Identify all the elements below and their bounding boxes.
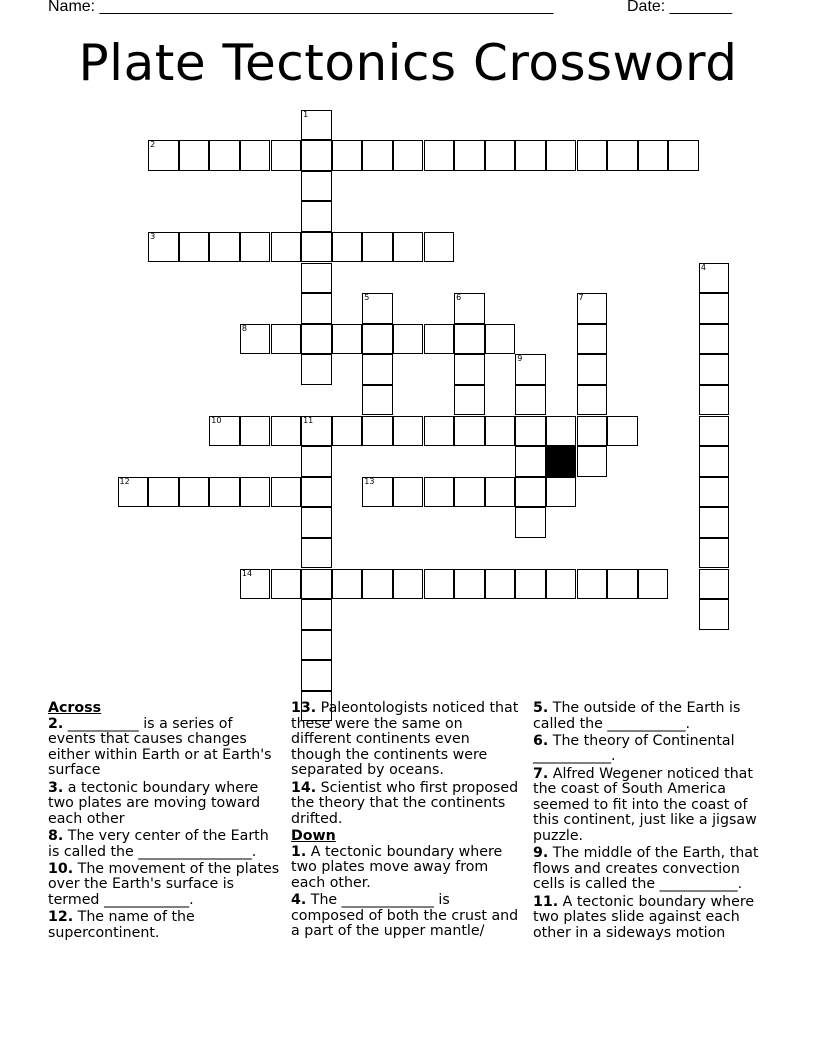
clue-item	[48, 829, 282, 860]
crossword-cell[interactable]	[454, 354, 485, 385]
crossword-cell[interactable]	[301, 232, 332, 263]
crossword-cell[interactable]	[424, 416, 455, 447]
crossword-cell[interactable]	[546, 140, 577, 171]
cell-number: 13	[364, 476, 375, 486]
crossword-cell[interactable]	[332, 416, 363, 447]
clue-number: 12.	[48, 909, 74, 926]
crossword-cell[interactable]	[271, 324, 302, 355]
crossword-cell[interactable]	[424, 477, 455, 508]
crossword-cell[interactable]	[515, 477, 546, 508]
crossword-cell[interactable]	[271, 569, 302, 600]
crossword-cell[interactable]	[301, 140, 332, 171]
crossword-cell[interactable]	[638, 569, 669, 600]
clue-text: __________ is a series of events that causes changes either within Earth or at Earth's surface	[48, 715, 272, 779]
crossword-cell[interactable]	[271, 140, 302, 171]
crossword-cell[interactable]	[577, 569, 608, 600]
crossword-cell[interactable]	[485, 477, 516, 508]
clue-number: 2.	[48, 715, 64, 732]
clue-text: The theory of Continental ___________.	[533, 732, 735, 765]
clue-number: 4.	[291, 891, 307, 908]
crossword-cell[interactable]	[515, 385, 546, 416]
crossword-cell[interactable]	[301, 599, 332, 630]
crossword-cell[interactable]	[454, 293, 485, 324]
crossword-cell[interactable]	[240, 477, 271, 508]
crossword-cell[interactable]	[699, 293, 730, 324]
crossword-cell[interactable]	[301, 630, 332, 661]
clue-number: 7.	[533, 765, 549, 782]
cell-number: 14	[241, 568, 253, 578]
crossword-cell[interactable]	[577, 446, 608, 477]
clue-item	[533, 767, 763, 845]
crossword-cell[interactable]	[699, 507, 730, 538]
crossword-cell[interactable]	[485, 140, 516, 171]
crossword-cell[interactable]	[179, 232, 210, 263]
clue-item	[48, 862, 282, 909]
crossword-cell[interactable]	[301, 293, 332, 324]
crossword-cell[interactable]	[668, 140, 699, 171]
cell-number: 6	[456, 293, 462, 303]
clue-text: The middle of the Earth, that flows and creates convection cells is called the ___________.	[533, 845, 759, 893]
clue-item	[291, 893, 521, 940]
crossword-cell[interactable]	[362, 477, 393, 508]
clue-number: 5.	[533, 700, 549, 716]
crossword-cell[interactable]	[454, 569, 485, 600]
crossword-cell[interactable]	[301, 477, 332, 508]
clue-item	[533, 846, 763, 893]
crossword-cell[interactable]	[118, 477, 149, 508]
crossword-cell[interactable]	[393, 324, 424, 355]
clue-number: 13.	[291, 700, 317, 716]
cell-number: 11	[303, 415, 314, 425]
crossword-cell[interactable]	[393, 416, 424, 447]
crossword-cell[interactable]	[332, 569, 363, 600]
crossword-cell[interactable]	[515, 446, 546, 477]
crossword-cell[interactable]	[362, 385, 393, 416]
crossword-cell[interactable]	[301, 416, 332, 447]
crossword-cell[interactable]	[546, 477, 577, 508]
name-field-label: Name: ___________________________________________________	[48, 0, 554, 15]
crossword-cell[interactable]	[271, 416, 302, 447]
crossword-cell[interactable]	[638, 140, 669, 171]
clues-column-2	[291, 701, 521, 941]
clue-item	[291, 845, 521, 892]
crossword-cell[interactable]	[515, 569, 546, 600]
crossword-cell[interactable]	[209, 477, 240, 508]
crossword-cell[interactable]	[515, 507, 546, 538]
crossword-cell[interactable]	[301, 354, 332, 385]
crossword-cell[interactable]	[362, 354, 393, 385]
clue-text: The very center of the Earth is called the ________________.	[48, 827, 269, 860]
crossword-cell[interactable]	[699, 538, 730, 569]
crossword-cell[interactable]	[240, 140, 271, 171]
crossword-cell[interactable]	[577, 354, 608, 385]
crossword-cell[interactable]	[240, 416, 271, 447]
page-title: Plate Tectonics Crossword	[78, 34, 738, 92]
crossword-cell[interactable]	[362, 416, 393, 447]
crossword-cell[interactable]	[301, 201, 332, 232]
crossword-cell[interactable]	[148, 477, 179, 508]
clue-number: 6.	[533, 732, 549, 749]
down-heading: Down	[291, 827, 336, 844]
crossword-cell[interactable]	[699, 263, 730, 294]
crossword-cell[interactable]	[148, 140, 179, 171]
crossword-cell[interactable]	[454, 324, 485, 355]
crossword-cell[interactable]	[240, 324, 271, 355]
crossword-cell[interactable]	[362, 324, 393, 355]
cell-number: 2	[150, 140, 156, 150]
clue-text: The outside of the Earth is called the ___________.	[533, 700, 741, 732]
crossword-cell[interactable]	[607, 140, 638, 171]
crossword-cell[interactable]	[362, 232, 393, 263]
clue-item	[48, 910, 282, 941]
crossword-cell[interactable]	[577, 385, 608, 416]
crossword-cell[interactable]	[271, 232, 302, 263]
crossword-cell[interactable]	[332, 232, 363, 263]
crossword-cell[interactable]	[240, 569, 271, 600]
crossword-cell[interactable]	[362, 569, 393, 600]
crossword-cell[interactable]	[209, 232, 240, 263]
crossword-cell[interactable]	[699, 599, 730, 630]
crossword-cell[interactable]	[179, 477, 210, 508]
crossword-cell[interactable]	[393, 477, 424, 508]
clue-item	[48, 717, 282, 779]
crossword-cell[interactable]	[485, 569, 516, 600]
crossword-cell[interactable]	[301, 569, 332, 600]
clue-number: 3.	[48, 779, 64, 796]
clue-text: The movement of the plates over the Earth's surface is termed ____________.	[48, 860, 280, 908]
cell-number: 9	[517, 354, 523, 364]
crossword-cell[interactable]	[454, 140, 485, 171]
crossword-cell[interactable]	[454, 385, 485, 416]
crossword-cell[interactable]	[515, 416, 546, 447]
clue-item	[291, 781, 521, 828]
crossword-cell[interactable]	[454, 416, 485, 447]
crossword-cell[interactable]	[577, 293, 608, 324]
crossword-cell[interactable]	[546, 416, 577, 447]
crossword-cell[interactable]	[240, 232, 271, 263]
clue-item	[533, 895, 763, 942]
cell-number: 3	[150, 231, 156, 241]
cell-number: 5	[364, 293, 370, 303]
clue-text: The _____________ is composed of both the crust and a part of the upper mantle/	[291, 891, 519, 940]
cell-number: 7	[578, 293, 584, 303]
crossword-cell[interactable]	[362, 293, 393, 324]
crossword-cell[interactable]	[301, 507, 332, 538]
date-field-label: Date: _______	[627, 0, 732, 15]
clue-text: Paleontologists noticed that these were the same on different continents even though the continents were separated by oceans.	[291, 700, 519, 779]
cell-number: 12	[119, 476, 130, 486]
clue-item	[533, 701, 763, 732]
crossword-cell[interactable]	[515, 140, 546, 171]
clue-item	[533, 734, 763, 765]
crossword-cell[interactable]	[424, 324, 455, 355]
clue-text: a tectonic boundary where two plates are moving toward each other	[48, 779, 261, 827]
clue-text: Alfred Wegener noticed that the coast of South America seemed to fit into the coast of this continent, just like a jigsaw puzzle.	[533, 765, 757, 844]
crossword-cell[interactable]	[301, 263, 332, 294]
crossword-cell[interactable]	[301, 660, 332, 691]
crossword-cell[interactable]	[515, 354, 546, 385]
clue-number: 14.	[291, 779, 317, 796]
clue-text: A tectonic boundary where two plates slide against each other in a sideways motion	[533, 893, 755, 941]
clue-number: 10.	[48, 860, 74, 877]
crossword-cell[interactable]	[332, 140, 363, 171]
crossword-cell[interactable]	[607, 569, 638, 600]
crossword-cell[interactable]	[699, 385, 730, 416]
crossword-cell[interactable]	[607, 416, 638, 447]
crossword-cell[interactable]	[699, 446, 730, 477]
crossword-cell[interactable]	[301, 324, 332, 355]
blocked-cell	[546, 446, 577, 477]
crossword-cell[interactable]	[577, 324, 608, 355]
clue-text: A tectonic boundary where two plates move away from each other.	[291, 843, 503, 891]
across-heading: Across	[48, 700, 102, 716]
crossword-cell[interactable]	[454, 477, 485, 508]
crossword-cell[interactable]	[699, 569, 730, 600]
clue-text: Scientist who first proposed the theory that the continents drifted.	[291, 779, 519, 827]
clue-item	[291, 701, 521, 779]
crossword-cell[interactable]	[424, 569, 455, 600]
crossword-cell[interactable]	[485, 324, 516, 355]
clue-number: 11.	[533, 893, 559, 910]
crossword-cell[interactable]	[699, 416, 730, 447]
crossword-cell[interactable]	[362, 140, 393, 171]
crossword-cell[interactable]	[577, 416, 608, 447]
crossword-cell[interactable]	[699, 477, 730, 508]
crossword-cell[interactable]	[332, 324, 363, 355]
cell-number: 4	[700, 262, 706, 272]
clues-column-1	[48, 701, 282, 943]
crossword-cell[interactable]	[271, 477, 302, 508]
crossword-cell[interactable]	[301, 110, 332, 141]
clue-number: 9.	[533, 845, 549, 862]
cell-number: 8	[241, 323, 247, 333]
crossword-cell[interactable]	[179, 140, 210, 171]
crossword-cell[interactable]	[393, 140, 424, 171]
clues-column-3	[533, 701, 763, 943]
crossword-cell[interactable]	[699, 324, 730, 355]
clue-number: 8.	[48, 827, 64, 844]
crossword-cell[interactable]	[301, 538, 332, 569]
clue-item	[48, 781, 282, 828]
crossword-cell[interactable]	[485, 416, 516, 447]
crossword-cell[interactable]	[424, 140, 455, 171]
crossword-cell[interactable]	[393, 569, 424, 600]
crossword-cell[interactable]	[209, 416, 240, 447]
clue-number: 1.	[291, 843, 307, 860]
crossword-cell[interactable]	[546, 569, 577, 600]
crossword-cell[interactable]	[699, 354, 730, 385]
crossword-cell[interactable]	[301, 171, 332, 202]
cell-number: 10	[211, 415, 222, 425]
crossword-cell[interactable]	[148, 232, 179, 263]
crossword-cell[interactable]	[393, 232, 424, 263]
clue-text: The name of the supercontinent.	[48, 909, 195, 941]
crossword-cell[interactable]	[424, 232, 455, 263]
cell-number: 1	[303, 109, 309, 119]
crossword-cell[interactable]	[209, 140, 240, 171]
crossword-cell[interactable]	[577, 140, 608, 171]
crossword-cell[interactable]	[301, 446, 332, 477]
